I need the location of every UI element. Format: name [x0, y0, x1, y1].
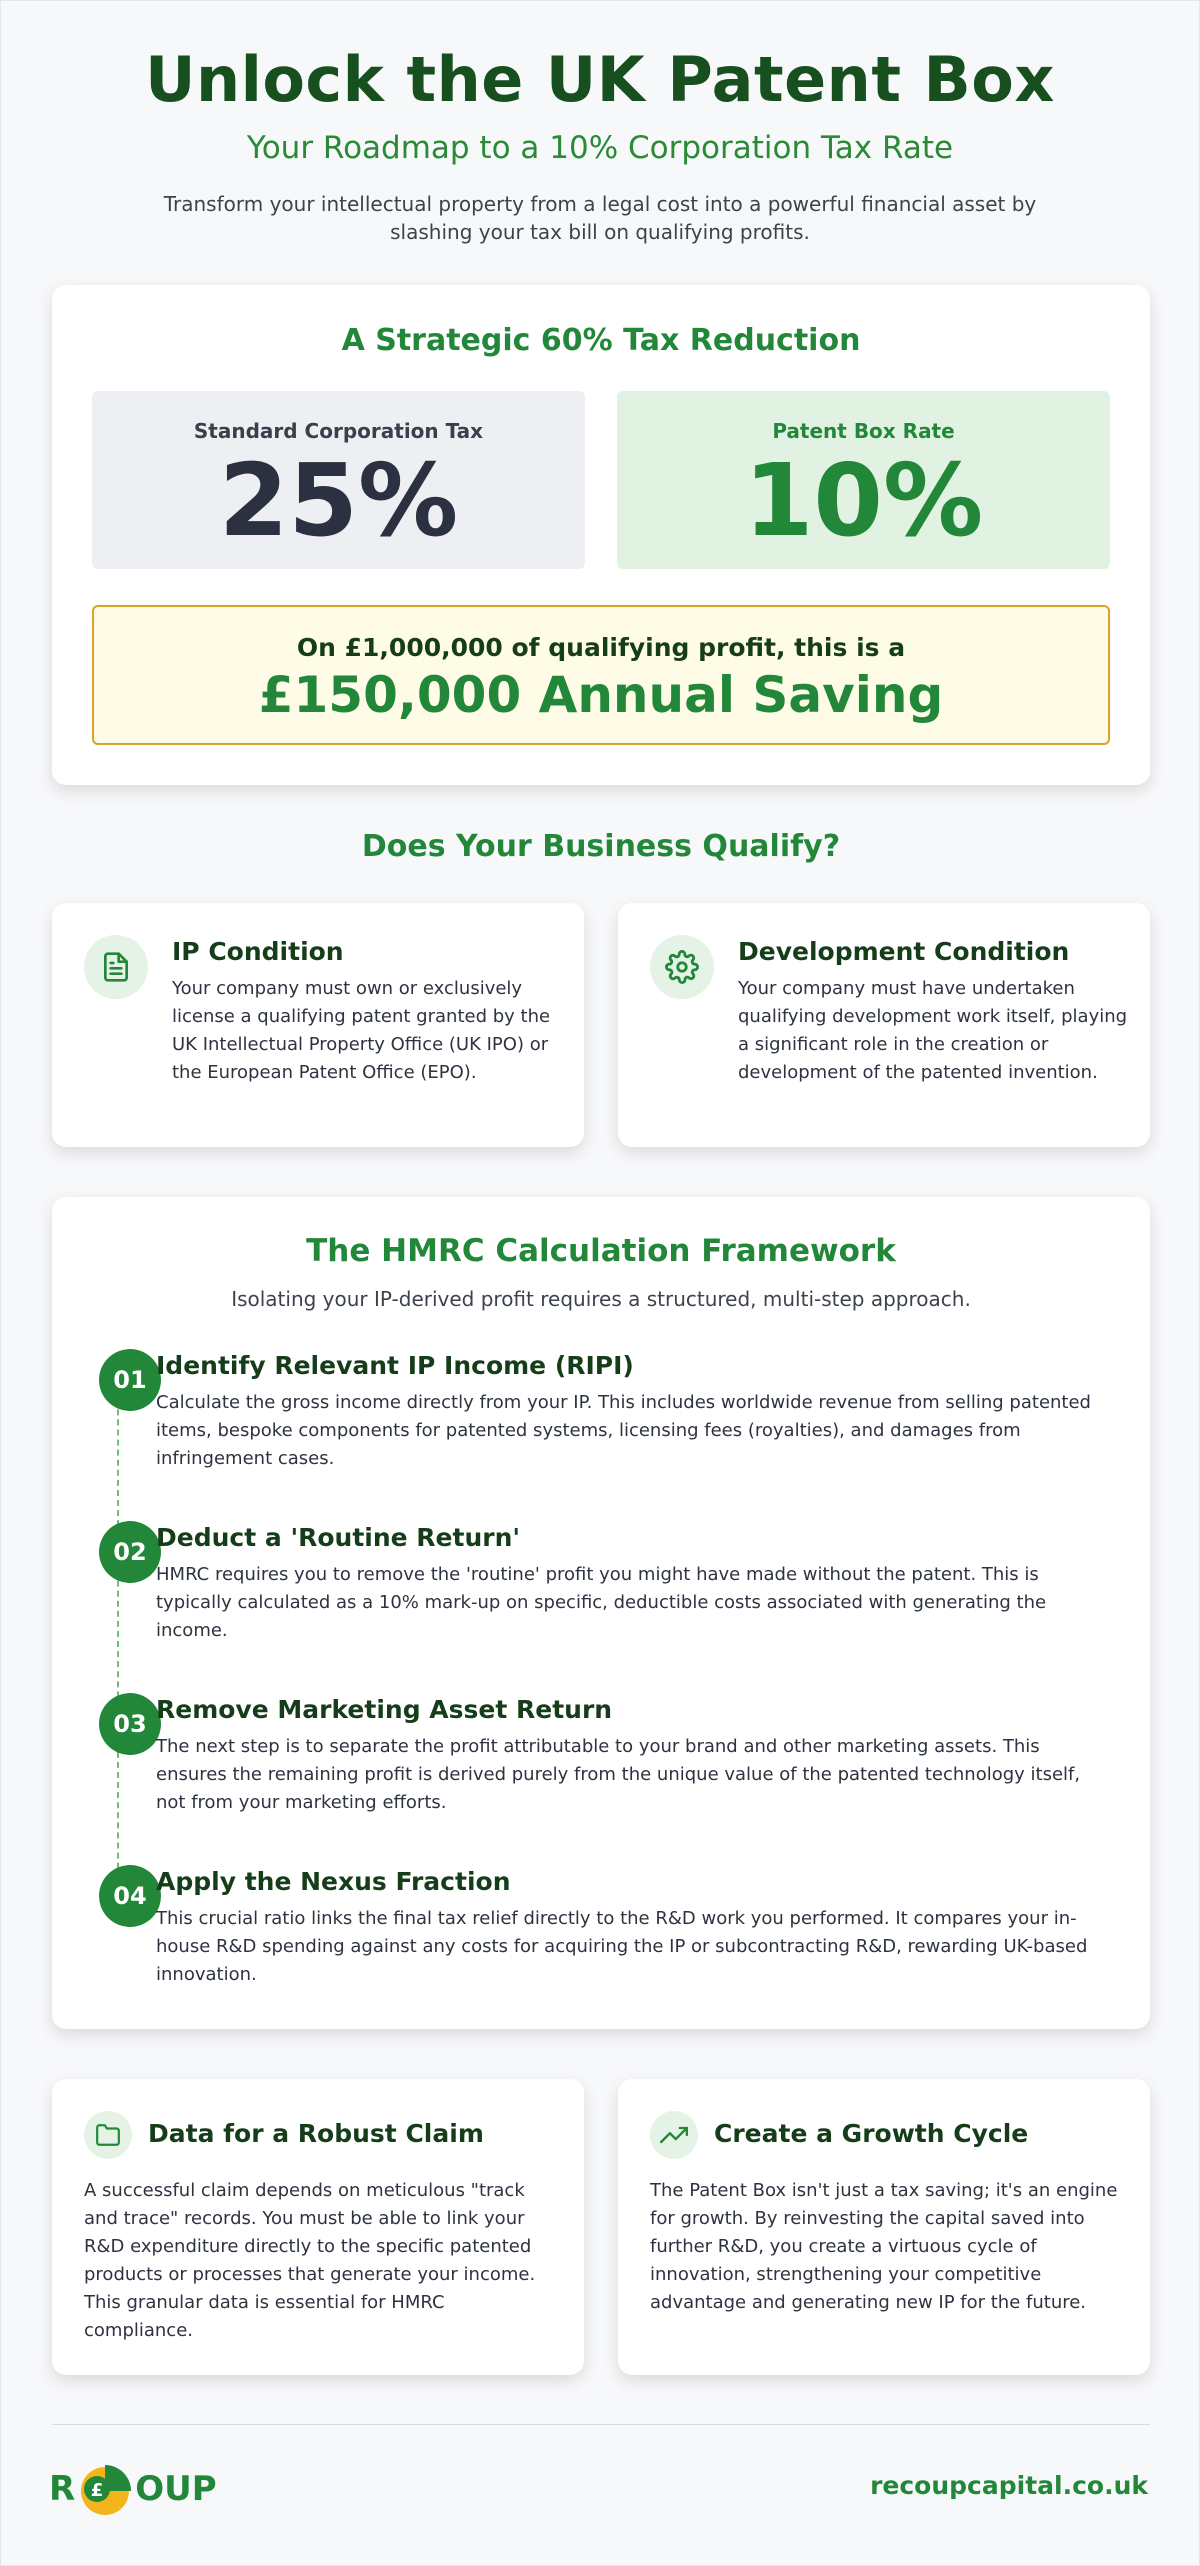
standard-rate-box: [92, 391, 585, 569]
growth-cycle-card: [618, 2079, 1150, 2375]
tax-reduction-title: A Strategic 60% Tax Reduction: [341, 323, 861, 358]
logo-symbol: £: [90, 2480, 104, 2501]
saving-line: On £1,000,000 of qualifying profit, this is a: [296, 633, 906, 662]
logo-mark-icon: [73, 2457, 137, 2521]
development-condition-card: [618, 903, 1150, 1147]
intro-text: Transform your intellectual property from a legal cost into a powerful financial asset by slashing your tax bill on qualifying profits.: [163, 192, 1037, 244]
patent-box-rate-value: 10%: [743, 442, 984, 559]
saving-amount: £150,000 Annual Saving: [258, 666, 944, 724]
footer-divider: [52, 2424, 1150, 2425]
step-title: Apply the Nexus Fraction: [156, 1867, 511, 1896]
step-title: Remove Marketing Asset Return: [156, 1695, 613, 1724]
timeline-line: [117, 1359, 119, 1919]
step-text: Calculate the gross income directly from your IP. This includes worldwide revenue from selling patented items, bespoke components for patented systems, licensing fees (royalties), and damages from infringement cases.: [156, 1392, 1091, 1469]
card-title: Create a Growth Cycle: [714, 2119, 1029, 2148]
logo-text-left: R: [49, 2469, 76, 2509]
card-text: A successful claim depends on meticulous "track and trace" records. You must be able to link your R&D expenditure directly to the specific patented products or processes that generate your income. This granular data is essential for HMRC compliance.: [84, 2180, 536, 2341]
recoup-logo[interactable]: [49, 2457, 217, 2521]
step-number-badge: 03: [99, 1693, 161, 1755]
page-title: Unlock the UK Patent Box: [145, 43, 1055, 116]
qualify-heading: Does Your Business Qualify?: [361, 829, 841, 864]
patent-box-rate-box: [617, 391, 1110, 569]
calculation-framework-card: [52, 1197, 1150, 2029]
robust-claim-card: [52, 2079, 584, 2375]
card-text: The Patent Box isn't just a tax saving; it's an engine for growth. By reinvesting the capital saved into further R&D, you create a virtuous cycle of innovation, strengthening your competitive advantage and generating new IP for the future.: [650, 2180, 1118, 2313]
standard-rate-value: 25%: [218, 442, 459, 559]
framework-title: The HMRC Calculation Framework: [306, 1233, 896, 1269]
step-title: Deduct a 'Routine Return': [156, 1523, 521, 1552]
trending-up-icon: [650, 2111, 698, 2159]
saving-callout: [92, 605, 1110, 745]
step-number-badge: 01: [99, 1349, 161, 1411]
condition-text: Your company must own or exclusively license a qualifying patent granted by the UK Intellectual Property Office (UK IPO) or the European Patent Office (EPO).: [172, 978, 551, 1083]
website-link[interactable]: recoupcapital.co.uk: [870, 2471, 1148, 2500]
step-number-badge: 04: [99, 1865, 161, 1927]
logo-text-right: OUP: [135, 2469, 217, 2509]
standard-rate-label: Standard Corporation Tax: [193, 419, 484, 443]
step-text: HMRC requires you to remove the 'routine' profit you might have made without the patent. This is typically calculated as a 10% mark-up on specific, deductible costs associated with generating the income.: [156, 1564, 1047, 1641]
condition-title: IP Condition: [172, 937, 344, 966]
framework-subtitle: Isolating your IP-derived profit requires a structured, multi-step approach.: [231, 1287, 971, 1311]
step-text: The next step is to separate the profit attributable to your brand and other marketing assets. This ensures the remaining profit is derived purely from the unique value of the patented technology itself, not from your marketing efforts.: [156, 1736, 1081, 1813]
condition-text: Your company must have undertaken qualifying development work itself, playing a significant role in the creation or development of the patented invention.: [738, 978, 1128, 1083]
gear-icon: [650, 935, 714, 999]
card-title: Data for a Robust Claim: [148, 2119, 484, 2148]
condition-title: Development Condition: [738, 937, 1070, 966]
page-subtitle: Your Roadmap to a 10% Corporation Tax Rate: [246, 130, 954, 166]
document-icon: [84, 935, 148, 999]
folder-icon: [84, 2111, 132, 2159]
step-number-badge: 02: [99, 1521, 161, 1583]
step-text: This crucial ratio links the final tax relief directly to the R&D work you performed. It compares your in-house R&D spending against any costs for acquiring the IP or subcontracting R&D, rewarding UK-based innovation.: [156, 1908, 1088, 1985]
step-title: Identify Relevant IP Income (RIPI): [156, 1351, 634, 1380]
patent-box-rate-label: Patent Box Rate: [772, 419, 955, 443]
tax-reduction-card: [52, 285, 1150, 785]
ip-condition-card: [52, 903, 584, 1147]
header: [1, 1, 1199, 246]
